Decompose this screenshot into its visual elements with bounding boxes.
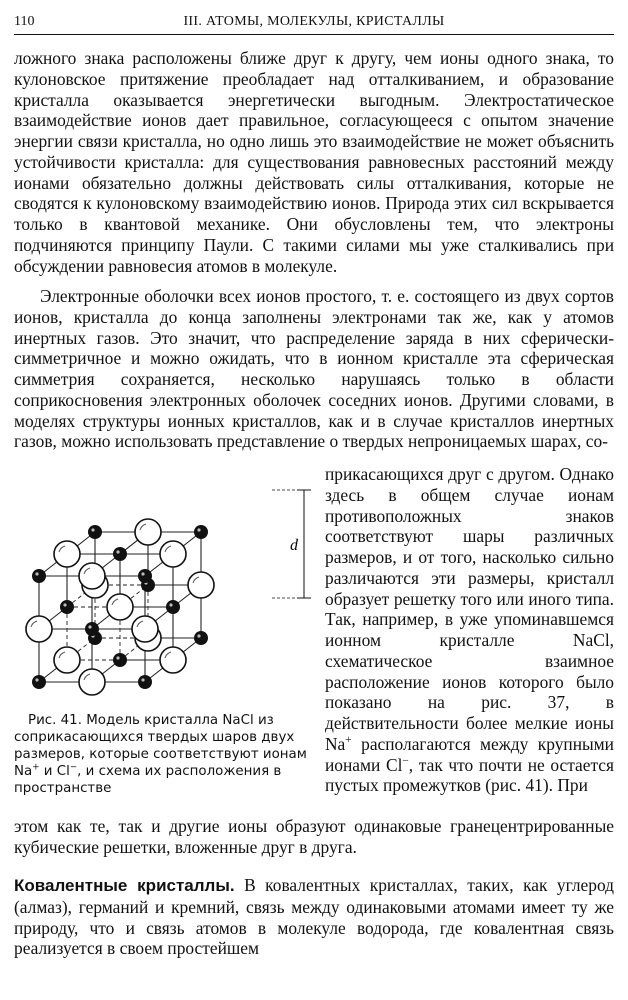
cl-ion xyxy=(79,563,105,589)
na-ion xyxy=(60,600,74,614)
caption-text-3: , и схема их расположения в пространстве xyxy=(14,764,282,796)
nacl-crystal-figure xyxy=(14,470,314,710)
page-number: 110 xyxy=(14,14,35,29)
section-heading-covalent: Ковалентные кристаллы. xyxy=(14,876,235,895)
na-ion xyxy=(166,600,180,614)
paragraph-4 xyxy=(14,875,614,959)
paragraph-2 xyxy=(14,286,614,452)
paragraph-4-text: В ковалентных кристаллах, таких, как углерод (алмаз), германий и кремний, связь между одинаковыми атомами имеет ту же природу, что и связь атомов в молекуле водорода, где ковалентная связь реализуется в своем простейшем xyxy=(14,875,614,959)
cl-ion xyxy=(79,669,105,695)
cl-ion xyxy=(135,519,161,545)
na-ion xyxy=(88,525,102,539)
na-ion-highlight xyxy=(197,634,200,637)
na-ion-highlight xyxy=(91,528,94,531)
na-ion xyxy=(32,675,46,689)
caption-text-2: и Cl xyxy=(39,764,70,779)
na-ion-highlight xyxy=(88,625,91,628)
na-ion xyxy=(138,569,152,583)
paragraph-1: ложного знака расположены ближе друг к другу, чем ионы одного знака, то кулоновское притяжение преобладает над отталкиванием, и образование кристалла оказывается энергетически выгодным. Электростатическое взаимодействие ионов дает правильное, согласующееся с опытом значение энергии связи кристалла, но одно лишь это взаимодействие не может объяснить устойчивости кристалла: для существования равновесных расстояний между ионами обязательно должны действовать силы отталкивания, которые не сводятся к кулоновскому взаимодействию ионов. Природа этих сил вскрывается только в квантовой механике. Они обусловлены тем, что электроны подчиняются принципу Паули. С такими силами мы уже сталкивались при обсуждении равновесия атомов в молекуле. xyxy=(14,48,614,276)
cl-ion xyxy=(107,594,133,620)
running-title: III. АТОМЫ, МОЛЕКУЛЫ, КРИСТАЛЛЫ xyxy=(183,14,445,29)
paragraph-3: этом как те, так и другие ионы образуют одинаковые гранецентрированные кубические решетки, вложенные друг в друга. xyxy=(14,816,614,857)
caption-sup-minus: − xyxy=(69,762,78,773)
page-header xyxy=(14,8,614,35)
na-ion xyxy=(85,622,99,636)
cl-ion xyxy=(54,541,80,567)
na-ion xyxy=(194,631,208,645)
na-ion xyxy=(113,547,127,561)
figure-caption xyxy=(14,712,312,797)
side-sup-minus: − xyxy=(402,754,409,767)
caption-text-1: Рис. 41. Модель кристалла NaCl из соприкасающихся твердых шаров двух размеров, которые соответствуют ионам Na xyxy=(14,713,307,779)
caption-sup-plus: + xyxy=(32,762,40,773)
na-ion-highlight xyxy=(116,550,119,553)
na-ion xyxy=(32,569,46,583)
na-ion-highlight xyxy=(141,572,144,575)
cl-ion xyxy=(132,616,158,642)
cl-ion xyxy=(188,572,214,598)
na-ion xyxy=(138,675,152,689)
na-ion xyxy=(113,653,127,667)
na-ion-highlight xyxy=(169,603,172,606)
dimension-label-d: d xyxy=(290,537,298,554)
na-ion-highlight xyxy=(35,572,38,575)
cl-ion xyxy=(160,541,186,567)
paragraph-2-side-column xyxy=(325,464,614,796)
na-ion-highlight xyxy=(116,656,119,659)
paragraph-2-text: Электронные оболочки всех ионов простого, т. е. состоящего из двух сортов ионов, кристалла до конца заполнены электронами так же, как у атомов инертных газов. Это значит, что распределение заряда в них сферически-симметричное и можно ожидать, что в ионном кристалле эта сферическая симметрия сохраняется, несколько нарушаясь только в области соприкосновения электронных оболочек соседних ионов. Другими словами, в моделях структуры ионных кристаллов, как и в случае кристаллов инертных газов, можно использовать представление о твердых непроницаемых шарах, со- xyxy=(14,286,614,452)
cl-ion xyxy=(160,647,186,673)
lattice-ions xyxy=(26,519,214,695)
crystal-model xyxy=(14,470,314,710)
side-text-2: располагаются между крупными ионами Cl xyxy=(325,733,614,775)
cl-ion xyxy=(26,616,52,642)
na-ion xyxy=(194,525,208,539)
side-sup-plus: + xyxy=(345,733,352,746)
na-ion-highlight xyxy=(35,678,38,681)
na-ion-highlight xyxy=(63,603,66,606)
na-ion-highlight xyxy=(141,678,144,681)
side-text-1: прикасающихся друг с другом. Однако здесь в общем случае ионам противоположных знаков соответствуют шары различных размеров, и от того, насколько сильно различаются эти размеры, кристалл образует решетку того или иного типа. Так, например, в уже упоминавшемся ионном кристалле NaCl, схематическое взаимное расположение ионов которого было показано на рис. 37, в действительности более мелкие ионы Na xyxy=(325,464,614,754)
na-ion-highlight xyxy=(197,528,200,531)
side-text-3: , так что почти не остается пустых промежутков (рис. 41). При xyxy=(325,754,614,796)
cl-ion xyxy=(54,647,80,673)
